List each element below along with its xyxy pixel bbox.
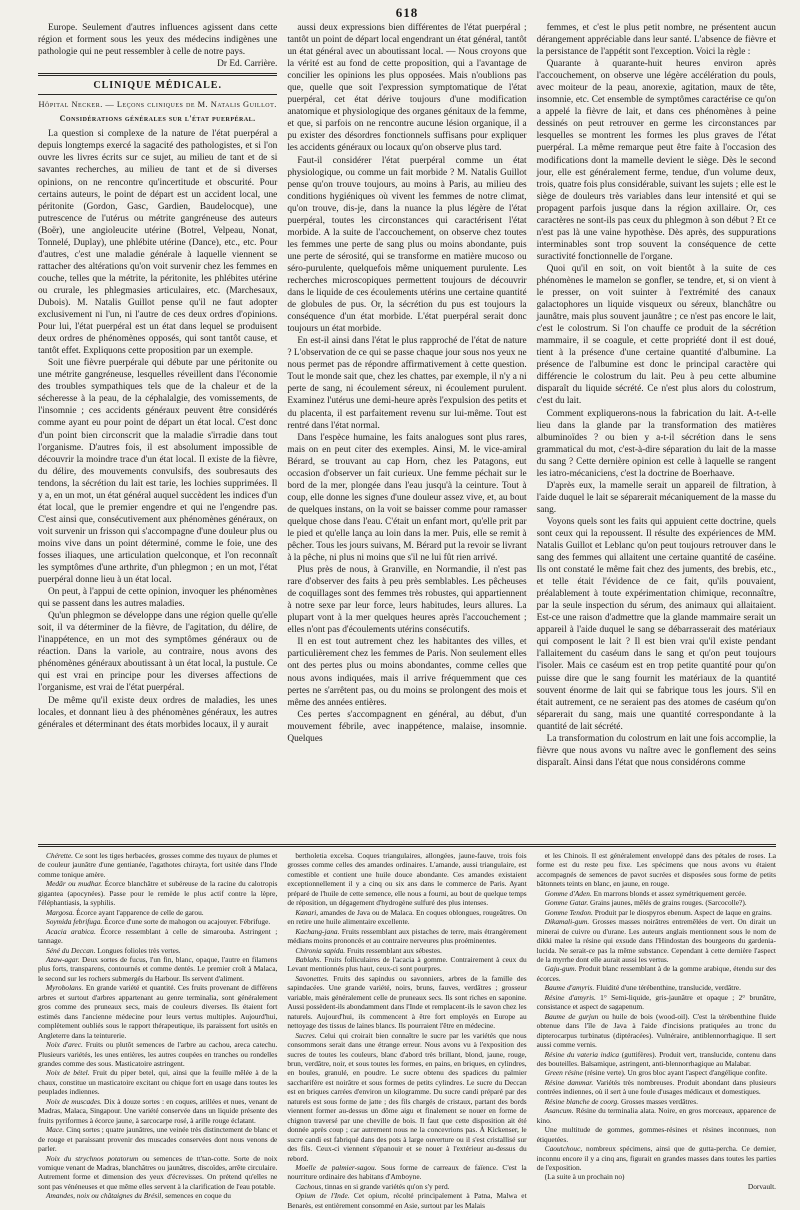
feuilleton-entry (537, 1068, 776, 1077)
entry-text: Cet opium, récolté principalement à Patna, Malwa et Benarès, est entièrement consommé en Asie, surtout par les Malais (287, 1191, 527, 1210)
entry-text: Celui qui croirait bien connaître le sucre par les variétés que nous consommons serait dans une étrange erreur. Nous avons vu à l'exposition des sucres de toutes les couleurs, blanc d'abord très brillant, blond, jaune, rouge, brun, verdâtre, noir, et sous toutes les formes, en pains, en briques, en cylindres, en boules, granulé, en poudre. Le sucre obtenu des spadices du palmier saccharifère est noirâtre et sous formes de petits cylindres. Le sucre du Deccan est en briques carrées d'environ un kilogramme. Du sucre candi préparé par des naturels est sous forme de jatte ; des fils chargés de cristaux, partant des bords viennent former au-dessus un dôme aigu et finalement se nouer en forme de chignon traversé par une cheville de bois. Il faut que cette disposition ait été donnée après coup ; car autrement nous ne la concevrions pas. À Kickenser, le sucre candi est fabriqué dans des pots à large ouverture ou il s'est cristallisé sur des fils. Ceux-ci viennent s'épanouir et se nouer à l'extérieur au-dessus du rebord. (287, 1030, 527, 1163)
paragraph: aussi deux expressions bien différentes de l'état puerpéral ; tantôt un point de départ local engendrant un état général, tantôt un état général avec un aboutissant local. — Nous croyons que la vérité est au fond de cette proposition, qui a l'avantage de concilier les opinions les plus opposées. Mais n'oublions pas que, quelle que soit l'expression symptomatique de l'état puerpéral, cet état dérive toujours d'une modification anatomique et physiologique des organes génitaux de la femme, et que, si parfois on ne rencontre aucune lésion organique, il a pu exister des désordres fonctionnels suffisans pour expliquer les accidents généraux ou locaux qu'on observe plus tard. (287, 23, 527, 154)
column-1 (38, 22, 277, 840)
entry-text: amandes de Java ou de Malaca. En coques oblongues, rougeâtres. On en retire une huile alimentaire excellente. (287, 907, 527, 927)
entry-term: Kanari, (295, 907, 319, 917)
feuilleton-entry (38, 983, 277, 1040)
feuilleton-entry (287, 1163, 526, 1182)
entry-term: Amandes, noix ou châtaignes du Brésil, (46, 1191, 164, 1201)
entry-text: Dix à douze sortes : en coques, arillées et nues, venant de Madras, Malaca, Singapour. Une variété conservée dans un liquide présente des fruits pyriformes à écorce jaune, à sarcocarpe rosé, à arille rouge éclatant. (38, 1096, 278, 1125)
feuilleton-entry (537, 1172, 776, 1181)
entry-term: Résine d'amyris. (544, 992, 596, 1002)
entry-term: Mace. (46, 1125, 65, 1135)
feuilleton-column-2 (287, 851, 527, 1210)
entry-text: Produit blanc ressemblant à de la gomme arabique, étendu sur des écorces. (536, 964, 776, 983)
feuilleton-entry (287, 946, 526, 955)
entry-term: Noix de bétel. (46, 1068, 90, 1078)
entry-term: Baume d'amyris. (544, 983, 595, 993)
feuilleton-entry (38, 908, 277, 917)
entry-term: Moelle de palmier-sagou. (295, 1162, 377, 1172)
feuilleton-entry (537, 851, 776, 889)
section-rule (38, 73, 277, 76)
feuilleton-entry (38, 946, 277, 955)
feuilleton-column-3 (536, 851, 776, 1191)
feuilleton-entry (537, 917, 776, 964)
entry-term: Soymida febrifuga. (46, 917, 103, 927)
entry-text: Grains jaunes, mêlés de grains rouges. (Sarcocolle?). (590, 898, 747, 908)
feuilleton-divider (38, 844, 776, 847)
entry-text: Fruits folliculaires de l'acacia à gomme. Contrairement à ceux du Levant mentionnés plus haut, ceux-ci sont pourpres. (287, 954, 527, 974)
paragraph: Il en est tout autrement chez les habitantes des villes, et particulièrement chez les femmes de Paris. Non seulement elles ont des pertes plus ou moins abondantes, comme celles que nous avons indiquées, mais il arrive fréquemment que ces pertes ne s'arrêtent pas, ou du moins se prolongent des mois et même des années entières. (287, 637, 527, 708)
feuilleton-entry (537, 1078, 776, 1097)
main-columns (38, 22, 776, 840)
paragraph: Voyons quels sont les faits qui appuient cette doctrine, quels sont ceux qui la repoussent. Il résulte des expériences de MM. Natalis Guillot et Leblanc qu'on peut toujours retrouver dans le sang des femmes qui allaitent une certaine quantité de caséine. Ils ont constaté le même fait chez des juments, des brebis, etc., et telle était l'évidence de ce fait, qu'ils pouvaient, préalablement à toute expérimentation chimique, reconnaître, par la seule inspection du sérum, des animaux qui allaitaient. Est-ce une raison d'admettre que la glande mammaire serait un appareil à l'aide duquel le sang se débarrasserait des matériaux qui composent le lait ? Il est bien vrai qu'il existe pendant l'allaitement du caséum dans le sang et qu'on peut toujours l'isoler. Mais ce caséum est en trop petite quantité pour qu'on puisse dire que le sang fournit les matériaux de la quantité souvent énorme de lait qui se fabrique tous les jours. S'il en était autrement, ce ne seraient pas des atomes de caséum qu'on séparerait du sang, mais une quantité correspondante à la quantité de lait sécrété. (536, 516, 776, 732)
entry-text: Cinq sortes ; quatre jaunâtres, une veinée très distinctement de blanc et de rouge et paraissant provenir des muscades conservées dont nous venons de parler. (38, 1125, 278, 1154)
feuilleton-entry (38, 917, 277, 926)
entry-text: 1° Semi-liquide, gris-jaunâtre et opaque ; 2° brunâtre, consistance et aspect de sagapenum. (536, 992, 776, 1012)
entry-text: et les Chinois. Il est généralement enveloppé dans des pétales de roses. La forme est du reste peu fixe. Les spécimens que nous avons vu étaient accompagnés de semences de pavot sucrées et disposées sous forme de petits bâtonnets teints en blanc, en jaune, en rouge. (536, 851, 776, 889)
entry-term: Noix du strychnos potatorum (46, 1153, 139, 1163)
entry-text: Grosses masses noirâtres entremêlées de vert. On dirait un minerai de cuivre ou d'urane. Les auteurs anglais mentionnent sous le nom de dikki malee la résine qui exsude dans l'Hindostan des bourgeons du gardenia-lucida. Ne serait-ce pas la même substance. Cependant à cette dernière l'aspect de la myrrhe dont elle aurait aussi les vertus. (536, 917, 776, 964)
feuilleton-entry (537, 993, 776, 1012)
feuilleton-entries (537, 851, 776, 1182)
feuilleton-entry (287, 1182, 526, 1191)
entry-text: Fruits ressemblant aux pistaches de terre, mais étrangèrement médians moins prononcés et au contraire nerveures plus proéminentes. (287, 926, 527, 946)
paragraph: D'après eux, la mamelle serait un appareil de filtration, à l'aide duquel le lait se séparerait mécaniquement de la masse du sang. (536, 480, 776, 515)
article-subtitle: Considérations générales sur l'état puerpéral. (59, 114, 256, 124)
paragraph: Soit une fièvre puerpérale qui débute par une péritonite ou une métrite gangréneuse, lesquelles réveillent dans l'économie des troubles sympathiques tels que de la chaleur et de la sécheresse à la peau, de la céphalalgie, des vomissements, de l'insomnie ; ces accidents généraux peuvent être considérés comme ayant eu pour point de départ un état local. C'est donc d'un point bien circonscrit que la maladie s'irradie dans tout l'organisme. D'autres fois, il est absolument impossible de découvrir la moindre trace d'un état local. Il existe de la fièvre, du délire, des mouvements convulsifs, des soubresauts des tendons, la sécrétion du lait est tarie, les lochies supprimées. Il y a, en un mot, un état général auquel succèdent les indices d'un état local, que le premier engendre et qui ne l'engendre pas. C'est ainsi que, consécutivement aux phénomènes généraux, on voit survenir un frisson qui s'accompagne d'une douleur plus ou moins vive dans un point déterminé, comme le foie, une des fosses iliaques, une articulation quelconque, et l'on reconnaît les symptômes d'une arthrite, d'un phlegmon ; en un mot, l'état puerpéral donne lieu à un état local. (38, 358, 278, 586)
entry-term: Cachous, (295, 1181, 324, 1191)
paragraph: Plus près de nous, à Granville, en Normandie, il n'est pas rare d'observer des faits à peu près semblables. Les pêcheuses de coquillages sont des femmes très robustes, qui appartiennent à notre sexe par leur force, leurs habitudes, leurs allures. La plupart vont à la mer quelques heures après l'accouchement ; elles n'ont pas d'écoulements utérins consécutifs. (287, 565, 527, 636)
entry-term: Séné du Deccan. (46, 945, 96, 955)
entry-text: Écorce ressemblant à celle de simarouba. Astringent ; tannage. (38, 926, 278, 946)
section-rule-thin (38, 94, 277, 95)
paragraph: Comment expliquerons-nous la fabrication du lait. A-t-elle lieu dans la glande par la transformation des matières albuminoïdes ? ou bien y a-t-il sécrétion dans le sens grammatical du mot, c'est-à-dire séparation du lait de la masse du sang ? Cette dernière opinion est celle à laquelle se rangent les iatro-mécaniciens, c'est la doctrine de Boerhaave. (536, 408, 776, 479)
feuilleton-entry (537, 964, 776, 983)
entry-text: Ce sont les tiges herbacées, grosses comme des tuyaux de plumes et de couleur jaunâtre d'une gentianée, l'agathotes chirayta, fort usitée dans l'Inde comme tonique amère. (38, 851, 278, 879)
entry-text: En grande variété et quantité. Ces fruits provenant de différens arbres et surtout d'arbres appartenant au genre terminalia, sont généralement gros comme des pruneaux secs, mais de couleurs diverses. Ils étaient fort estimés dans l'ancienne médecine pour leurs vertus multiples. Aujourd'hui, complètement oubliés sous le rapport thérapeutique, ils paraissent fort usités en Angleterre dans la teinturerie. (38, 983, 278, 1040)
intro-paragraph: Europe. Seulement d'autres influences agissent dans cette région et forment sous les yeux des médecins indigènes une pathologie qui ne peut ressembler à celle de notre pays. (38, 23, 278, 58)
entry-text: Écorce d'une sorte de mahogon ou acajouyer. Fébrifuge. (104, 917, 271, 927)
feuilleton-entry (38, 927, 277, 946)
feuilleton-entry (537, 889, 776, 898)
feuilleton-entry (537, 908, 776, 917)
feuilleton-entry (38, 879, 277, 907)
entry-term: Chironia sapida. (295, 945, 346, 955)
entry-text: Variétés très nombreuses. Produit abondant dans plusieurs contrées indiennes, où il sert à une foule d'usages médicaux et domestiques. (536, 1077, 776, 1097)
entry-term: Résine dammar. (544, 1077, 594, 1087)
entry-term: Noix de muscades. (46, 1096, 102, 1106)
entry-text: Résine du terminalia alata. Noire, en gros morceaux, apparence de kino. (536, 1106, 776, 1125)
feuilleton-entry (287, 1031, 526, 1163)
entry-text: Écorce ayant l'apparence de celle de garou. (76, 907, 204, 917)
article-body (38, 128, 277, 730)
entry-term: Kachang-jana. (295, 926, 340, 936)
entry-term: Chérette. (46, 851, 74, 860)
feuilleton-entry (38, 1068, 277, 1096)
signature-dorvault: Dorvault. (747, 1181, 776, 1191)
feuilleton-entry (537, 898, 776, 907)
entry-term: Dikamali-gum. (544, 917, 590, 927)
entry-term: Opium de l'Inde. (295, 1191, 350, 1201)
entry-term: Acacia arabica. (46, 926, 96, 936)
entry-term: Résine du vateria indica (544, 1049, 620, 1059)
feuilleton-entry (537, 1097, 776, 1106)
feuilleton-entry (537, 1125, 776, 1144)
entry-text: Grosses masses verdâtres. (620, 1096, 698, 1106)
entry-text: (guttifères). Produit vert, translucide, contenu dans des bouteilles. Balsamique, astringent, anti-blennorrhagique au Malabar. (536, 1049, 776, 1068)
paragraph: Quoi qu'il en soit, on voit bientôt à la suite de ces phénomènes le mamelon se gonfler, se tendre, et, si on vient à le presser, on voit suinter à l'extrémité des canaux galactophores un liquide visqueux ou séreux, blanchâtre ou jaunâtre, mais plus souvent jaunâtre ; ce n'est pas encore le lait, c'est le colostrum. Si l'on chauffe ce produit de la sécrétion mammaire, il se coagule, et cette propriété dont il est doué, tient à la présence d'une certaine quantité d'albumine. La présence de l'albumine est donc le principal caractère qui différencie le colostrum du lait. Peu à peu cette albumine disparaît du liquide sécrété. Ce n'est plus alors du colostrum, c'est du lait. (536, 263, 776, 407)
section-title: CLINIQUE MÉDICALE. (93, 80, 222, 92)
entry-term: Savonettes. (295, 973, 329, 983)
entry-term: Bablahs. (295, 954, 322, 964)
entry-text: Fruits ou plutôt semences de l'arbre au cachou, areca catechu. Plusieurs variétés, les unes entières, les autres coupées en tranches ou rondelles grandes comme des sous. Masticatoire astringent. (38, 1040, 278, 1068)
feuilleton-entry (38, 1125, 277, 1153)
paragraph: Quarante à quarante-huit heures environ après l'accouchement, on observe une légère accélération du pouls, avec moiteur de la peau, anorexie, agitation, maux de tête, insomnie, etc. Cet ensemble de symptômes caractérise ce qu'on a appelé la fièvre de lait, et dans ces phénomènes à peine dessinés on peut retrouver en germe les circonstances par lesquelles se montrent les formes les plus graves de l'état puerpéral. La même remarque peut être faite à l'occasion des modifications dont la mamelle devient le siège. Dès le second jour, elle est généralement ferme, tendue, d'un volume deux, trois, quatre fois plus considérable, suivant les sujets ; elle est le siège de douleurs très variables dans leur intensité et qui se propagent parfois jusque dans la région axillaire. Or, ces caractères ne sont-ils pas ceux du phlegmon à son début ? Et ce n'est pas là une vaine hypothèse. Dès après, des suppurations interminables sont trop souvent la conséquence de cette suractivité fonctionnelle de l'organe. (536, 59, 776, 262)
feuilleton-entry (537, 1144, 776, 1172)
entry-term: Gomme d'Aden. (544, 888, 592, 898)
entry-text: nombreux spécimens, ainsi que de gutta-percha. Ce dernier, inconnu encore il y a cinq ans, figurait en grandes masses dans toutes les parties de l'exposition. (536, 1144, 776, 1172)
paragraph: Qu'un phlegmon se développe dans une région quelle qu'elle soit, il va déterminer de la fièvre, de l'agitation, du délire, de l'inappétence, en un mot des symptômes généraux ou de réaction. Dans la variole, au contraire, nous avons des phénomènes généraux aboutissant à un état local, la pustule. Ce qui est vrai en principe pour les diverses affections de l'organisme, est vrai de l'état puerpéral. (38, 611, 278, 694)
feuilleton-entry (38, 1154, 277, 1192)
entry-term: Noix d'arec. (46, 1040, 83, 1050)
entry-text: Fruits des sapindus ou savonniers, arbres de la famille des sapindacées. Une grande variété, noirs, bruns, fauves, verdâtres ; grosseur variable, mais généralement celle de pruneaux secs. Ils sont riches en saponine. Aussi possèdent-ils abondamment dans l'Inde et remplacent-ils le savon chez les naturels. Aujourd'hui, ils commencent à être fort employés en Europe au nettoyage des tissus de laines blancs. Ils pourraient l'être en médecine. (287, 973, 527, 1031)
entry-term: Caoutchouc, (544, 1144, 583, 1154)
entry-text: bertholetia excelsa. Coques triangulaires, allongées, jaune-fauve, trois fois grosses comme celles des amandes ordinaires. L'amande, aussi triangulaire, est comestible et contient une huile douce abondante. Ces amandes existaient exceptionnellement il y a cinq ou six ans dans le commerce de Paris. Ayant préparé de l'huile de cette semence, elle nous a fourni, au bout de quelque temps de réposition, un dégagement d'hydrogène sulfuré des plus intenses. (287, 851, 527, 908)
signature-carriere: Dr Ed. Carrière. (217, 59, 278, 70)
entry-text: Écorce blanchâtre et subéreuse de la racine du calotropis gigantea (apocynées). Passe pour le remède le plus actif contre la lèpre, l'éléphantiasis, la syphilis. (38, 879, 278, 908)
entry-text: Sous forme de carreaux de faïence. C'est la nourriture ordinaire des habitans d'Amboyne. (287, 1162, 527, 1182)
feuilleton-entry (38, 1097, 277, 1125)
entry-term: Sucres. (295, 1030, 317, 1040)
feuilleton-column-1 (38, 851, 278, 1201)
feuilleton-entry (38, 1191, 277, 1200)
paragraph: On peut, à l'appui de cette opinion, invoquer les phénomènes qui se passent dans les autres maladies. (38, 587, 278, 610)
paragraph: Ces pertes s'accompagnent en général, au début, d'un mouvement fébrile, avec inappétence, malaise, insomnie. Quelques (287, 709, 527, 744)
feuilleton-entry (537, 983, 776, 992)
page-number: 618 (395, 5, 419, 20)
entry-text: Fruits ressemblant aux sébestes. (347, 945, 442, 955)
entry-term: Gomme Tendon. (544, 907, 593, 917)
feuilleton-entry (287, 974, 526, 1031)
entry-text: Une multitude de gommes, gommes-résines et résines inconnues, non étiquetées. (536, 1125, 776, 1144)
hospital-line: Hôpital Necker. — Leçons cliniques de M. Natalis Guillot. (38, 100, 277, 110)
entry-text: semences en coque du (165, 1191, 231, 1201)
feuilleton-columns (38, 851, 776, 1210)
entry-term: Azaw-agar. (46, 954, 80, 964)
entry-term: Green résine (544, 1068, 583, 1078)
feuilleton-entry (38, 955, 277, 983)
entry-text: (La suite à un prochain no) (544, 1172, 625, 1182)
paragraph: Dans l'espèce humaine, les faits analogues sont plus rares, mais on en peut citer des exemples. Ainsi, M. le vice-amiral Bérard, se trouvant au cap Horn, chez les Patagons, eut occasion d'observer un fait curieux. Une femme péchait sur le bord de la mer, plongée dans l'eau jusqu'à la ceinture. Tout à coup, elle donne les signes d'une douleur assez vive, et, au bout de quelques instans, on la voit se baisser comme pour ramasser quelque chose dans l'eau. C'était un enfant mort, qu'elle prit par le pied et qu'elle lança au loin dans la mer. Puis, elle se remit à pêcher. Tous les jours suivans, M. Bérard put la revoir se livrant à la pêche, ni plus ni moins que s'il ne lui fût rien arrivé. (287, 432, 527, 564)
entry-term: Medâr ou mudhar. (46, 879, 103, 889)
entry-term: Baume de gurjun (544, 1011, 599, 1021)
entry-text: ou semences de tt'tan-cotte. Sorte de noix vomique venant de Madras, blanchâtres ou jaunâtres, discoïdes, arrête circulaire. Autrement forme et dimension des yeux d'écrevisses. On prétend qu'elles ne sont pas vénéneuses et que même elles servent à la clarification de l'eau potable. (38, 1153, 278, 1191)
entry-term: Margosa. (46, 907, 75, 917)
entry-text: Longues folioles très vertes. (97, 945, 181, 955)
feuilleton-entry (287, 955, 526, 974)
feuilleton-entry (38, 851, 277, 879)
entry-text: ou huile de bois (wood-oil). C'est la térébenthine fluide obtenue dans l'île de Java à l'aide d'incisions pratiquées au tronc du dipterocarpus turbinatus (diptéracées). Vulnéraire, antiblennorrhagique. Il sert aussi comme vernis. (536, 1011, 776, 1050)
entry-text: (résine verte). Un gros bloc ayant l'aspect d'angélique confite. (584, 1068, 768, 1078)
paragraph: femmes, et c'est le plus petit nombre, ne présentent aucun dérangement appréciable dans leur santé. L'absence de fièvre et la persistance de l'appétit sont l'exception. Voici la règle : (536, 23, 776, 58)
feuilleton-entry (537, 1012, 776, 1050)
feuilleton-entry (38, 1040, 277, 1068)
entry-text: Deux sortes de fucus, l'un fin, blanc, opaque, l'autre en filamens plus forts, transparens, contournés et comme dentés. Le premier croît à Malaca, le second sur les rochers submergés du Harbour. Ils servent d'aliment. (38, 954, 278, 983)
entry-text: tinnas en si grande variétés qu'on s'y perd. (324, 1181, 450, 1191)
paragraph: La transformation du colostrum en lait une fois accomplie, la fièvre que nous avons vu naître avec le gonflement des seins disparaît. Ainsi dans l'état que nous considérons comme (536, 733, 776, 768)
entry-text: Fluidité d'une térébenthine, translucide, verdâtre. (596, 983, 741, 993)
feuilleton-entry (287, 851, 526, 908)
feuilleton-entry (287, 1191, 526, 1210)
column-3 (537, 22, 776, 840)
paragraph: La question si complexe de la nature de l'état puerpéral a depuis longtemps exercé la sagacité des pathologistes, et si l'on ouvre les livres écrits sur ce sujet, au milieu de tant et de si savantes recherches, au milieu de tant et de si diverses opinions, on ne rencontre qu'incertitude et obscurité. Pour certains auteurs, le point de départ est un accident local, une péritonite (Gordon, Gasc, Gardien, Baudelocque), une putrescence de l'utérus ou métrite gangréneuse des auteurs (Boër), une angioleucite utérine (Botrel, Velpeau, Nonat, Tonnelé, Duplay), une phlébite utérine (Dance), etc., etc. Pour d'autres, c'est une maladie générale à laquelle viennent se rattacher des altérations qu'on voit survenir chez les femmes en couche, telles que la métrite, la péritonite, les phlébites utérine ou crurale, les phlegmasies articulaires, etc. (Marchesaux, Dubois). M. Natalis Guillot pense qu'il ne faut adopter exclusivement ni l'un, ni l'autre de ces deux ordres d'opinions. Pour lui, l'état puerpéral est un état dans lequel se produisent deux ordres de phénomènes opposés, qui sont tantôt cause, et tantôt effet. Expliquons cette proposition par un exemple. (38, 129, 278, 357)
entry-text: Fruit du piper betel, qui, ainsi que la feuille mêlée à de la chaux, constitue un masticatoire excitant ou chique fort en usage dans toutes les peuplades indiennes. (38, 1068, 278, 1097)
paragraph: De même qu'il existe deux ordres de maladies, les unes locales, et donnant lieu à des phénomènes généraux, les autres générales et déterminant des états morbides locaux, il y aurait (38, 695, 278, 730)
paragraph: En est-il ainsi dans l'état le plus rapproché de l'état de nature ? L'observation de ce qui se passe chaque jour sous nos yeux ne nous permet pas de répondre affirmativement à cette question. Tout le monde sait que, chez les chattes, par exemple, il n'y a ni perte de sang, ni écoulement séreux, ni écoulement purulent. Examinez l'utérus une demi-heure après l'expulsion des petits et du placenta, il est parfaitement revenu sur lui-même. Tout est rentré dans l'état normal. (287, 336, 527, 431)
entry-term: Asancum. (544, 1106, 574, 1116)
entry-term: Gaju-gum. (544, 964, 577, 974)
column-2 (287, 22, 526, 840)
entry-term: Gomme Gatar. (544, 898, 589, 908)
feuilleton-entry (537, 1106, 776, 1125)
feuilleton-entry (537, 1050, 776, 1069)
paragraph: Faut-il considérer l'état puerpéral comme un état physiologique, ou comme un fait morbide ? M. Natalis Guillot pense qu'on trouve toujours, au moins à Paris, au milieu des conditions hygiéniques où vivent les femmes de notre climat, qu'on trouve, dis-je, dans la nuance la plus légère de l'état puerpéral, toutes les circonstances qui caractérisent l'état morbide. A la suite de l'accouchement, on observe chez toutes les femmes une perte de sang plus ou moins abondante, puis une perte de sérosité, qui se transforme en matière mucoso ou séro-purulente, quelquefois même uniquement purulente. Les recherches microscopiques permettent toujours de découvrir dans le liquide de ces écoulements utérins une certaine quantité de globules de pus. Or, la sécrétion du pus est toujours la conséquence d'un état morbide. L'état puerpéral serait donc toujours un état morbide. (287, 155, 527, 335)
entry-term: Myrobolans. (46, 983, 84, 993)
feuilleton-entry (287, 927, 526, 946)
entry-term: Résine blanche de coorg. (544, 1096, 620, 1106)
entry-text: Produit par le diospyros ebenum. Aspect de laque en grains. (594, 907, 772, 917)
entry-text: En marrons blonds et assez symétriquement gercée. (593, 888, 747, 898)
feuilleton-entry (287, 908, 526, 927)
